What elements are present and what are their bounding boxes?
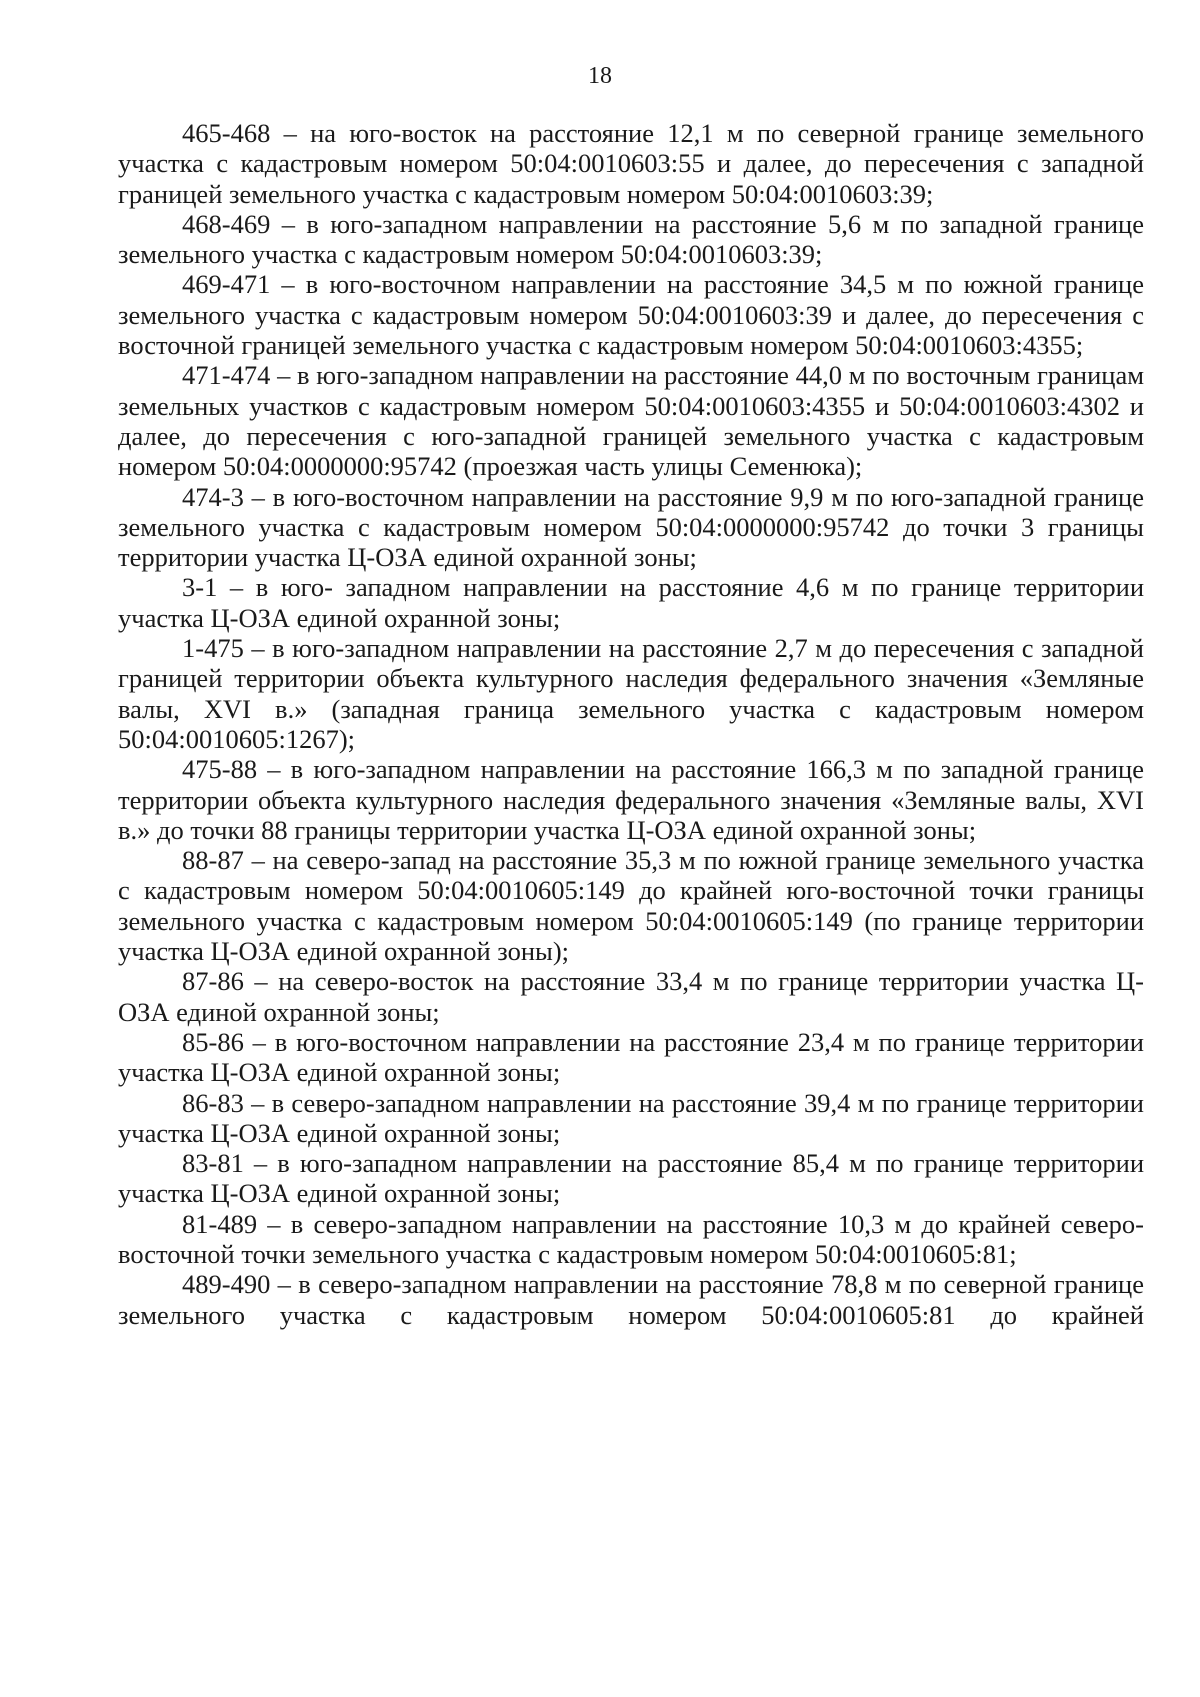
paragraph-468-469: 468-469 – в юго-западном направлении на расстояние 5,6 м по западной границе земельного участка с кадастровым номером 50:04:0010603:39; xyxy=(118,208,1144,270)
paragraph-88-87: 88-87 – на северо-запад на расстояние 35,3 м по южной границе земельного участка с кадастровым номером 50:04:0010605:149 до крайней юго-восточной точки границы земельного участка с кадастровым номером 50:04:0010605:149 (по границе территории участка Ц-ОЗА единой охранной зоны); xyxy=(118,845,1144,967)
paragraph-85-86: 85-86 – в юго-восточном направлении на расстояние 23,4 м по границе территории участка Ц-ОЗА единой охранной зоны; xyxy=(118,1026,1144,1088)
paragraph-83-81: 83-81 – в юго-западном направлении на расстояние 85,4 м по границе территории участка Ц-ОЗА единой охранной зоны; xyxy=(118,1148,1144,1209)
paragraph-81-489: 81-489 – в северо-западном направлении на расстояние 10,3 м до крайней северо-восточной точки земельного участка с кадастровым номером 50:04:0010605:81; xyxy=(118,1208,1144,1269)
paragraph-3-1: 3-1 – в юго- западном направлении на расстояние 4,6 м по границе территории участка Ц-ОЗА единой охранной зоны; xyxy=(118,572,1144,633)
page-number: 18 xyxy=(588,63,612,89)
paragraph-475-88: 475-88 – в юго-западном направлении на расстояние 166,3 м по западной границе территории объекта культурного наследия федерального значения «Земляные валы, XVI в.» до точки 88 границы территории участка Ц-ОЗА единой охранной зоны; xyxy=(118,754,1144,845)
paragraph-469-471: 469-471 – в юго-восточном направлении на расстояние 34,5 м по южной границе земельного участка с кадастровым номером 50:04:0010603:39 и далее, до пересечения с восточной границей земельного участка с кадастровым номером 50:04:0010603:4355; xyxy=(118,269,1144,361)
paragraph-474-3: 474-3 – в юго-восточном направлении на расстояние 9,9 м по юго-западной границе земельного участка с кадастровым номером 50:04:0000000:95742 до точки 3 границы территории участка Ц-ОЗА единой охранной зоны; xyxy=(118,481,1144,573)
paragraph-1-475: 1-475 – в юго-западном направлении на расстояние 2,7 м до пересечения с западной границей территории объекта культурного наследия федерального значения «Земляные валы, XVI в.» (западная граница земельного участка с кадастровым номером 50:04:0010605:1267); xyxy=(118,633,1144,754)
paragraph-471-474: 471-474 – в юго-западном направлении на расстояние 44,0 м по восточным границам земельных участков с кадастровым номером 50:04:0010603:4355 и 50:04:0010603:4302 и далее, до пересечения с юго-западной границей земельного участка с кадастровым номером 50:04:0000000:95742 (проезжая часть улицы Семенюка); xyxy=(118,360,1144,482)
paragraph-489-490: 489-490 – в северо-западном направлении на расстояние 78,8 м по северной границе земельного участка с кадастровым номером 50:04:0010605:81 до крайней xyxy=(118,1269,1144,1330)
paragraph-87-86: 87-86 – на северо-восток на расстояние 33,4 м по границе территории участка Ц-ОЗА единой охранной зоны; xyxy=(118,966,1144,1027)
paragraph-86-83: 86-83 – в северо-западном направлении на расстояние 39,4 м по границе территории участка Ц-ОЗА единой охранной зоны; xyxy=(118,1087,1144,1148)
document-body xyxy=(118,118,1144,1330)
paragraph-465-468: 465-468 – на юго-восток на расстояние 12,1 м по северной границе земельного участка с кадастровым номером 50:04:0010603:55 и далее, до пересечения с западной границей земельного участка с кадастровым номером 50:04:0010603:39; xyxy=(118,118,1144,209)
